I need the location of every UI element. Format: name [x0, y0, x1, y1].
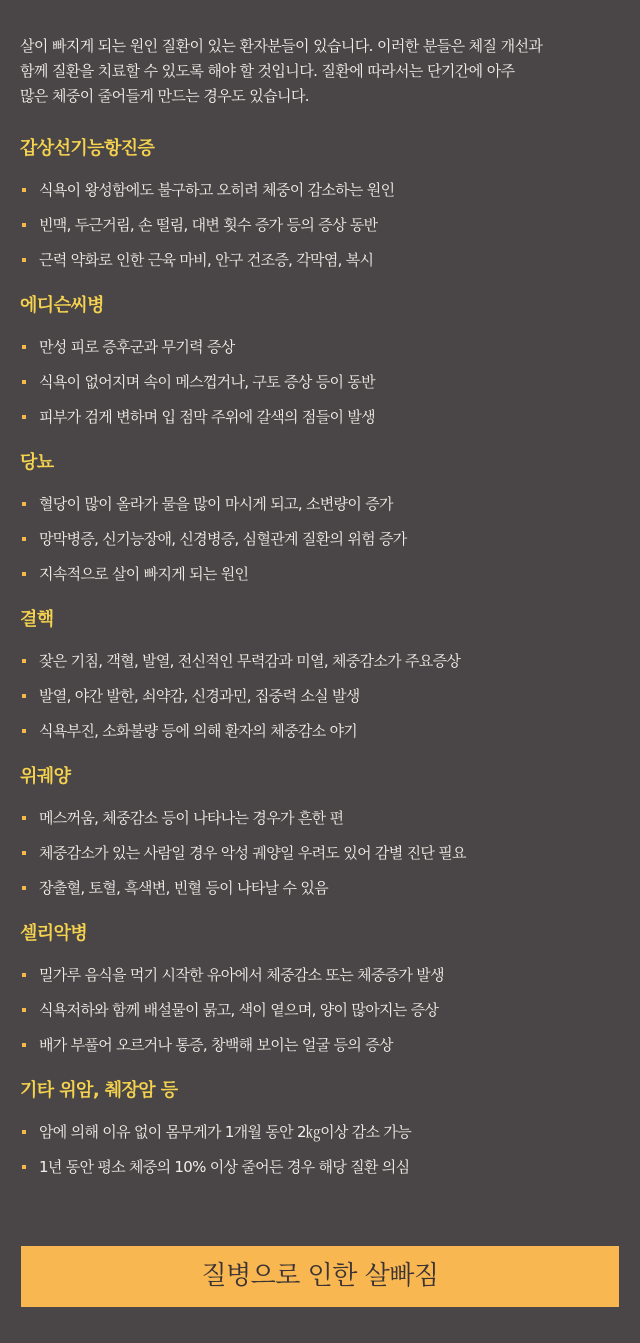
bullet-icon [22, 188, 26, 192]
list-item [20, 993, 620, 1028]
bullet-icon [22, 1043, 26, 1047]
item-text: 1년 동안 평소 체중의 10% 이상 줄어든 경우 해당 질환 의심 [39, 1158, 410, 1176]
symptom-list [20, 1115, 620, 1185]
item-text: 만성 피로 증후군과 무기력 증상 [39, 338, 235, 356]
list-item [20, 1028, 620, 1063]
bullet-icon [22, 729, 26, 733]
list-item [20, 958, 620, 993]
symptom-list [20, 330, 620, 435]
item-text: 혈당이 많이 올라가 물을 많이 마시게 되고, 소변량이 증가 [39, 495, 393, 513]
bullet-icon [22, 502, 26, 506]
bullet-icon [22, 258, 26, 262]
bullet-icon [22, 415, 26, 419]
intro-line: 함께 질환을 치료할 수 있도록 해야 할 것입니다. 질환에 따라서는 단기간에 아주 [20, 62, 515, 80]
item-text: 망막병증, 신기능장애, 신경병증, 심혈관계 질환의 위험 증가 [39, 530, 407, 548]
symptom-list [20, 173, 620, 278]
section-celiac-disease [20, 922, 620, 1063]
list-item [20, 173, 620, 208]
list-item [20, 836, 620, 871]
section-title: 결핵 [20, 609, 54, 630]
item-text: 배가 부풀어 오르거나 통증, 창백해 보이는 얼굴 등의 증상 [39, 1036, 393, 1054]
item-text: 식욕이 없어지며 속이 메스껍거나, 구토 증상 등이 동반 [39, 373, 375, 391]
bullet-icon [22, 572, 26, 576]
list-item [20, 801, 620, 836]
list-item [20, 644, 620, 679]
bullet-icon [22, 1008, 26, 1012]
list-item [20, 522, 620, 557]
item-text: 암에 의해 이유 없이 몸무게가 1개월 동안 2㎏이상 감소 가능 [39, 1123, 411, 1141]
bullet-icon [22, 380, 26, 384]
item-text: 식욕부진, 소화불량 등에 의해 환자의 체중감소 야기 [39, 722, 358, 740]
list-item [20, 243, 620, 278]
intro-line: 살이 빠지게 되는 원인 질환이 있는 환자분들이 있습니다. 이러한 분들은 체질 개선과 [20, 37, 543, 55]
list-item [20, 487, 620, 522]
list-item [20, 1150, 620, 1185]
list-item [20, 365, 620, 400]
section-title: 셀리악병 [20, 923, 88, 944]
symptom-list [20, 487, 620, 592]
item-text: 발열, 야간 발한, 쇠약감, 신경과민, 집중력 소실 발생 [39, 687, 360, 705]
bullet-icon [22, 223, 26, 227]
item-text: 지속적으로 살이 빠지게 되는 원인 [39, 565, 249, 583]
list-item [20, 871, 620, 906]
item-text: 메스꺼움, 체중감소 등이 나타나는 경우가 흔한 편 [39, 809, 344, 827]
section-gastric-ulcer [20, 765, 620, 906]
item-text: 빈맥, 두근거림, 손 떨림, 대변 횟수 증가 등의 증상 동반 [39, 216, 378, 234]
list-item [20, 330, 620, 365]
item-text: 잦은 기침, 객혈, 발열, 전신적인 무력감과 미열, 체중감소가 주요증상 [39, 652, 461, 670]
bullet-icon [22, 694, 26, 698]
item-text: 체중감소가 있는 사람일 경우 악성 궤양일 우려도 있어 감별 진단 필요 [39, 844, 466, 862]
section-addisons-disease [20, 294, 620, 435]
item-text: 식욕이 왕성함에도 불구하고 오히려 체중이 감소하는 원인 [39, 181, 395, 199]
section-tuberculosis [20, 608, 620, 749]
symptom-list [20, 958, 620, 1063]
list-item [20, 400, 620, 435]
intro-paragraph [20, 34, 620, 109]
bullet-icon [22, 659, 26, 663]
bullet-icon [22, 886, 26, 890]
list-item [20, 1115, 620, 1150]
section-title: 갑상선기능항진증 [20, 138, 155, 159]
footer-label: 질병으로 인한 살빠짐 [201, 1261, 439, 1291]
section-title: 당뇨 [20, 452, 54, 473]
symptom-list [20, 644, 620, 749]
item-text: 식욕저하와 함께 배설물이 묽고, 색이 옅으며, 양이 많아지는 증상 [39, 1001, 439, 1019]
bullet-icon [22, 1130, 26, 1134]
bullet-icon [22, 973, 26, 977]
section-title: 에디슨씨병 [20, 295, 104, 316]
bullet-icon [22, 816, 26, 820]
item-text: 밀가루 음식을 먹기 시작한 유아에서 체중감소 또는 체중증가 발생 [39, 966, 444, 984]
intro-line: 많은 체중이 줄어들게 만드는 경우도 있습니다. [20, 87, 309, 105]
item-text: 피부가 검게 변하며 입 점막 주위에 갈색의 점들이 발생 [39, 408, 375, 426]
item-text: 근력 약화로 인한 근육 마비, 안구 건조증, 각막염, 복시 [39, 251, 374, 269]
section-other-cancers [20, 1079, 620, 1185]
section-diabetes [20, 451, 620, 592]
list-item [20, 557, 620, 592]
symptom-list [20, 801, 620, 906]
list-item [20, 208, 620, 243]
section-title: 기타 위암, 췌장암 등 [20, 1080, 178, 1101]
section-title: 위궤양 [20, 766, 71, 787]
section-hyperthyroidism [20, 137, 620, 278]
bullet-icon [22, 851, 26, 855]
item-text: 장출혈, 토혈, 흑색변, 빈혈 등이 나타날 수 있음 [39, 879, 328, 897]
bullet-icon [22, 537, 26, 541]
bullet-icon [22, 1165, 26, 1169]
list-item [20, 679, 620, 714]
footer-banner [21, 1246, 619, 1307]
list-item [20, 714, 620, 749]
bullet-icon [22, 345, 26, 349]
